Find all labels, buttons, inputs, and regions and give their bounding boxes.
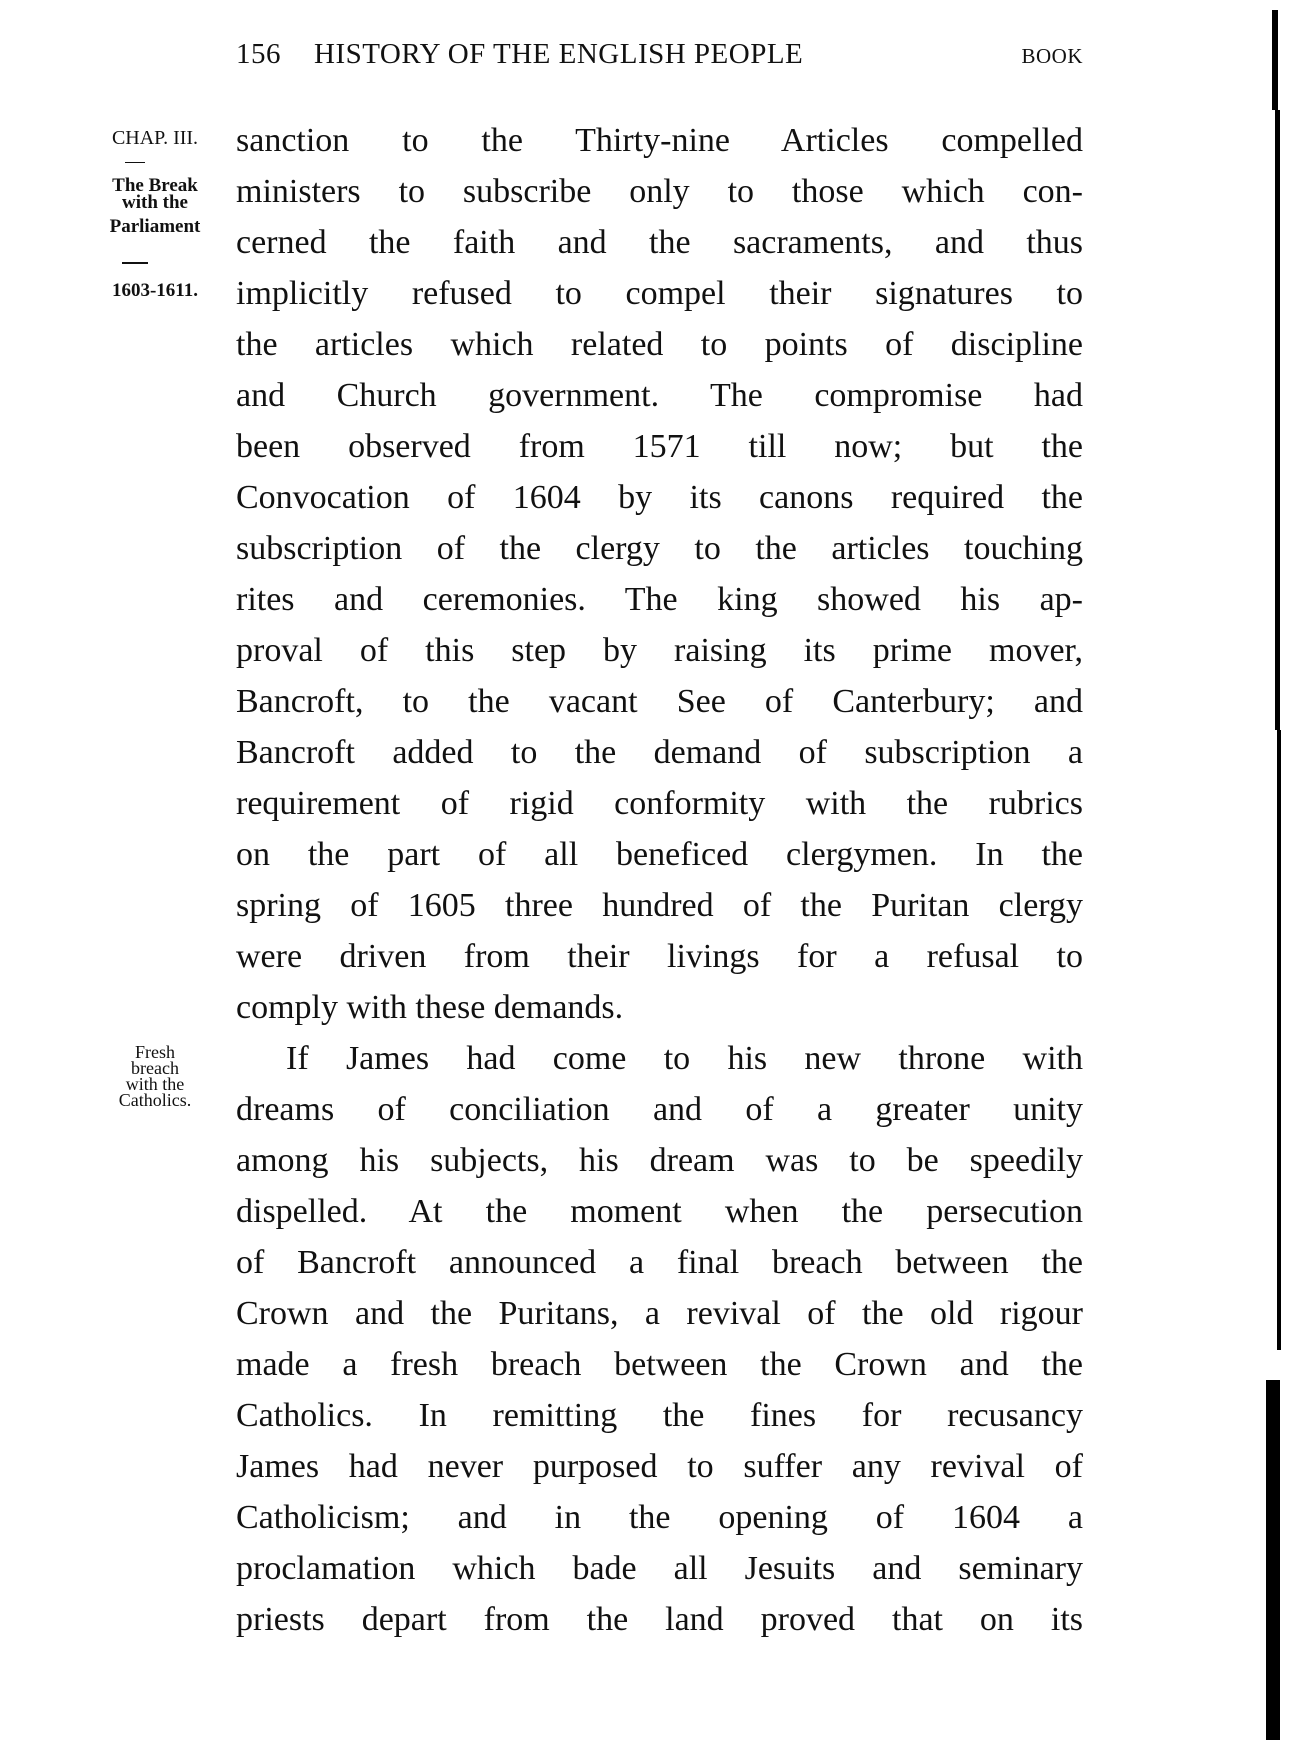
text-line: implicitly refused to compel their signatures to xyxy=(236,275,1083,312)
page-number: 156 xyxy=(236,38,281,70)
text-line: the articles which related to points of discipline xyxy=(236,326,1083,363)
scan-edge xyxy=(1275,110,1280,730)
text-line: subscription of the clergy to the articles touching xyxy=(236,530,1083,567)
note-line: Fresh xyxy=(135,1042,175,1062)
body-text xyxy=(236,115,1083,1645)
note-line: with the xyxy=(122,192,188,213)
text-line: proclamation which bade all Jesuits and seminary xyxy=(236,1550,1083,1587)
note-line: The Break xyxy=(112,175,198,196)
text-line: comply with these demands. xyxy=(236,989,624,1026)
text-line: priests depart from the land proved that on its xyxy=(236,1601,1083,1638)
text-line: of Bancroft announced a final breach between the xyxy=(236,1244,1083,1281)
text-line: dreams of conciliation and of a greater unity xyxy=(236,1091,1083,1128)
text-line: James had never purposed to suffer any revival of xyxy=(236,1448,1083,1485)
note-line: Parliament xyxy=(109,216,201,237)
text-line: ministers to subscribe only to those which con- xyxy=(236,173,1083,210)
text-line: requirement of rigid conformity with the rubrics xyxy=(236,785,1083,822)
text-line: Crown and the Puritans, a revival of the old rigour xyxy=(236,1295,1083,1332)
text-line: cerned the faith and the sacraments, and thus xyxy=(236,224,1083,261)
text-line: proval of this step by raising its prime mover, xyxy=(236,632,1083,669)
text-line: Bancroft added to the demand of subscription a xyxy=(236,734,1083,771)
scan-edge xyxy=(1272,10,1278,110)
dates-note: 1603-1611. xyxy=(111,280,199,301)
note-line: with the xyxy=(125,1074,185,1094)
margin-note-break xyxy=(76,177,234,235)
note-line: breach xyxy=(131,1058,179,1078)
chapter-note: CHAP. III. xyxy=(111,127,199,149)
text-line: sanction to the Thirty-nine Articles compelled xyxy=(236,122,1083,159)
text-line: Catholics. In remitting the fines for recusancy xyxy=(236,1397,1083,1434)
text-line: Convocation of 1604 by its canons required the xyxy=(236,479,1083,516)
text-line: If James had come to his new throne with xyxy=(286,1040,1083,1077)
book-title: HISTORY OF THE ENGLISH PEOPLE xyxy=(314,38,804,70)
divider xyxy=(125,162,145,163)
text-line: made a fresh breach between the Crown and the xyxy=(236,1346,1083,1383)
scan-edge xyxy=(1277,730,1281,1350)
scan-edge xyxy=(1266,1380,1280,1740)
margin-note-fresh-breach xyxy=(95,1044,215,1108)
text-line: and Church government. The compromise had xyxy=(236,377,1083,414)
divider xyxy=(122,262,148,264)
book-label: BOOK xyxy=(1021,44,1083,68)
text-line: among his subjects, his dream was to be speedily xyxy=(236,1142,1083,1179)
note-line: Catholics. xyxy=(118,1090,192,1110)
running-header xyxy=(236,38,1083,78)
text-line: been observed from 1571 till now; but the xyxy=(236,428,1083,465)
text-line: on the part of all beneficed clergymen. In the xyxy=(236,836,1083,873)
text-line: Catholicism; and in the opening of 1604 a xyxy=(236,1499,1083,1536)
text-line: were driven from their livings for a refusal to xyxy=(236,938,1083,975)
text-line: Bancroft, to the vacant See of Canterbury; and xyxy=(236,683,1083,720)
text-line: dispelled. At the moment when the persecution xyxy=(236,1193,1083,1230)
text-line: spring of 1605 three hundred of the Puritan clergy xyxy=(236,887,1083,924)
text-line: rites and ceremonies. The king showed his ap- xyxy=(236,581,1083,618)
